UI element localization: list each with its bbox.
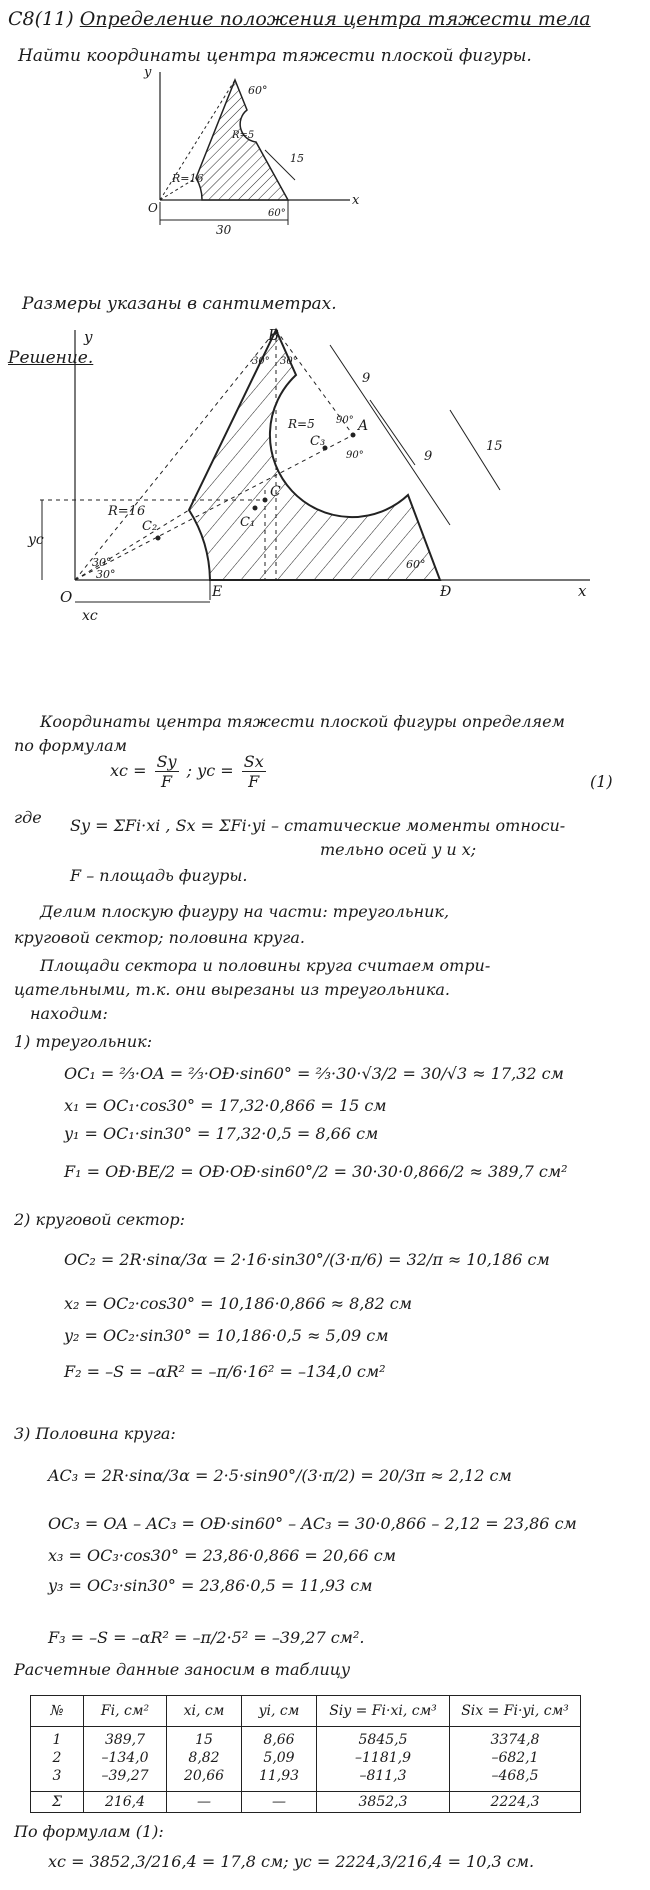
point-D: Ð	[440, 584, 452, 600]
step1-heading: 1) треугольник:	[14, 1032, 153, 1051]
formula-yc-lhs: ; yc =	[186, 761, 234, 780]
fig2-axis-x: x	[578, 582, 587, 600]
formula-xc-num: Sy	[156, 752, 177, 771]
table-row-total	[31, 1792, 581, 1813]
split-line-2: круговой сектор; половина круга.	[14, 928, 305, 947]
final-result: xc = 3852,3/216,4 = 17,8 см; yc = 2224,3/216,4 = 10,3 см.	[48, 1852, 535, 1871]
table-cell: 216,4	[84, 1792, 167, 1813]
problem-code: С8(11)	[8, 8, 74, 30]
side-length-label: 15	[290, 152, 304, 165]
label-yc: yc	[28, 532, 44, 548]
axis-y-label: y	[144, 65, 152, 80]
angle-bottom-label: 60°	[268, 208, 286, 219]
label-xc: xc	[82, 608, 98, 624]
where-line-1: Sy = ΣFi·xi , Sx = ΣFi·yi – статические моменты относи-	[70, 816, 566, 835]
problem-sketch	[140, 65, 380, 270]
angle-60: 60°	[406, 558, 426, 571]
angle-90-a: 90°	[336, 415, 354, 426]
where-line-3: F – площадь фигуры.	[70, 866, 248, 885]
axis-x-label: x	[352, 193, 360, 208]
table-cell: —	[167, 1792, 242, 1813]
point-C2: C₂	[142, 519, 158, 534]
point-C3: C₃	[310, 434, 326, 449]
step1-line-4: F₁ = OÐ·BE/2 = OÐ·OÐ·sin60°/2 = 30·30·0,866/2 ≈ 389,7 см²	[64, 1162, 568, 1181]
step3-line-3: x₃ = OC₃·cos30° = 23,86·0,866 = 20,66 см	[48, 1546, 397, 1565]
base-length-label: 30	[216, 223, 232, 237]
formula-yc-num: Sx	[243, 752, 264, 771]
step3-line-2: OC₃ = OA – AC₃ = OÐ·sin60° – AC₃ = 30·0,866 – 2,12 = 23,86 см	[48, 1514, 577, 1533]
where-label: где	[14, 808, 42, 827]
task-statement: Найти координаты центра тяжести плоской фигуры.	[18, 46, 532, 66]
step2-line-4: F₂ = –S = –αR² = –π/6·16² = –134,0 см²	[64, 1362, 386, 1381]
col-header-Six: Six = Fi·yi, см³	[450, 1696, 581, 1727]
problem-title: Определение положения центра тяжести тела	[79, 8, 591, 30]
final-heading: По формулам (1):	[14, 1822, 164, 1841]
intro-line-1: Координаты центра тяжести плоской фигуры определяем	[40, 712, 565, 731]
dim-15: 15	[486, 439, 503, 454]
table-cell: 389,7 –134,0 –39,27	[84, 1727, 167, 1792]
step2-line-2: x₂ = OC₂·cos30° = 10,186·0,866 ≈ 8,82 см	[64, 1294, 413, 1313]
angle-30-c: 30°	[252, 356, 270, 367]
table-cell: —	[242, 1792, 317, 1813]
table-cell: 2224,3	[450, 1792, 581, 1813]
radius-small-label: R=5	[232, 130, 255, 141]
point-E: E	[212, 584, 223, 600]
step3-line-1: AC₃ = 2R·sinα/3α = 2·5·sin90°/(3·π/2) = 20/3π ≈ 2,12 см	[48, 1466, 512, 1485]
label-R5: R=5	[288, 417, 315, 431]
negative-line-1: Площади сектора и половины круга считаем отри-	[40, 956, 491, 975]
step2-heading: 2) круговой сектор:	[14, 1210, 186, 1229]
radius-big-label: R=16	[172, 172, 204, 185]
table-cell: 15 8,82 20,66	[167, 1727, 242, 1792]
col-header-x: xi, см	[167, 1696, 242, 1727]
angle-30-b: 30°	[96, 568, 116, 581]
solution-heading: Решение.	[8, 348, 94, 368]
step1-line-1: OC₁ = ⅔·OA = ⅔·OÐ·sin60° = ⅔·30·√3/2 = 30/√3 ≈ 17,32 см	[64, 1064, 564, 1083]
intro-line-2: по формулам	[14, 736, 127, 755]
point-O: O	[60, 588, 73, 606]
dimensions-note: Размеры указаны в сантиметрах.	[22, 294, 337, 314]
angle-30-d: 30°	[280, 356, 298, 367]
table-cell: 8,66 5,09 11,93	[242, 1727, 317, 1792]
split-line-1: Делим плоскую фигуру на части: треугольник,	[40, 902, 450, 921]
step2-line-1: OC₂ = 2R·sinα/3α = 2·16·sin30°/(3·π/6) = 32/π ≈ 10,186 см	[64, 1250, 550, 1269]
solution-diagram	[28, 326, 600, 700]
formula-xc-yc	[110, 752, 269, 791]
table-row	[31, 1727, 581, 1792]
formula-xc-lhs: xc =	[110, 761, 147, 780]
step3-heading: 3) Половина круга:	[14, 1424, 176, 1443]
step1-line-3: y₁ = OC₁·sin30° = 17,32·0,5 = 8,66 см	[64, 1124, 379, 1143]
angle-top-label: 60°	[248, 84, 268, 97]
label-R16: R=16	[108, 504, 146, 519]
step3-line-5: F₃ = –S = –αR² = –π/2·5² = –39,27 см².	[48, 1628, 365, 1647]
point-C: C	[270, 484, 281, 500]
negative-line-2: цательными, т.к. они вырезаны из треугольника.	[14, 980, 450, 999]
formula-xc-den: F	[161, 772, 173, 791]
table-cell: Σ	[31, 1792, 84, 1813]
table-cell: 3374,8 –682,1 –468,5	[450, 1727, 581, 1792]
col-header-F: Fi, см²	[84, 1696, 167, 1727]
step2-line-3: y₂ = OC₂·sin30° = 10,186·0,5 ≈ 5,09 см	[64, 1326, 389, 1345]
angle-90-b: 90°	[346, 450, 364, 461]
origin-label: O	[148, 201, 158, 215]
table-cell: 3852,3	[317, 1792, 450, 1813]
col-header-Siy: Siy = Fi·xi, см³	[317, 1696, 450, 1727]
equation-number: (1)	[590, 772, 613, 791]
where-line-2: тельно осей y и x;	[320, 840, 477, 859]
point-A: A	[358, 418, 369, 434]
point-B: B	[268, 326, 280, 344]
col-header-n: №	[31, 1696, 84, 1727]
angle-30-a: 30°	[92, 556, 112, 569]
dim-9-a: 9	[362, 371, 371, 386]
table-cell: 1 2 3	[31, 1727, 84, 1792]
page-title	[8, 8, 591, 30]
fig2-axis-y: y	[84, 328, 93, 346]
step3-line-4: y₃ = OC₃·sin30° = 23,86·0,5 = 11,93 см	[48, 1576, 373, 1595]
table-header-row	[31, 1696, 581, 1727]
find-label: находим:	[30, 1004, 108, 1023]
results-table	[30, 1695, 581, 1813]
step1-line-2: x₁ = OC₁·cos30° = 17,32·0,866 = 15 см	[64, 1096, 387, 1115]
table-cell: 5845,5 –1181,9 –811,3	[317, 1727, 450, 1792]
col-header-y: yi, см	[242, 1696, 317, 1727]
dim-9-b: 9	[424, 449, 433, 464]
table-intro: Расчетные данные заносим в таблицу	[14, 1660, 351, 1679]
formula-yc-den: F	[248, 772, 260, 791]
point-C1: C₁	[240, 515, 256, 530]
